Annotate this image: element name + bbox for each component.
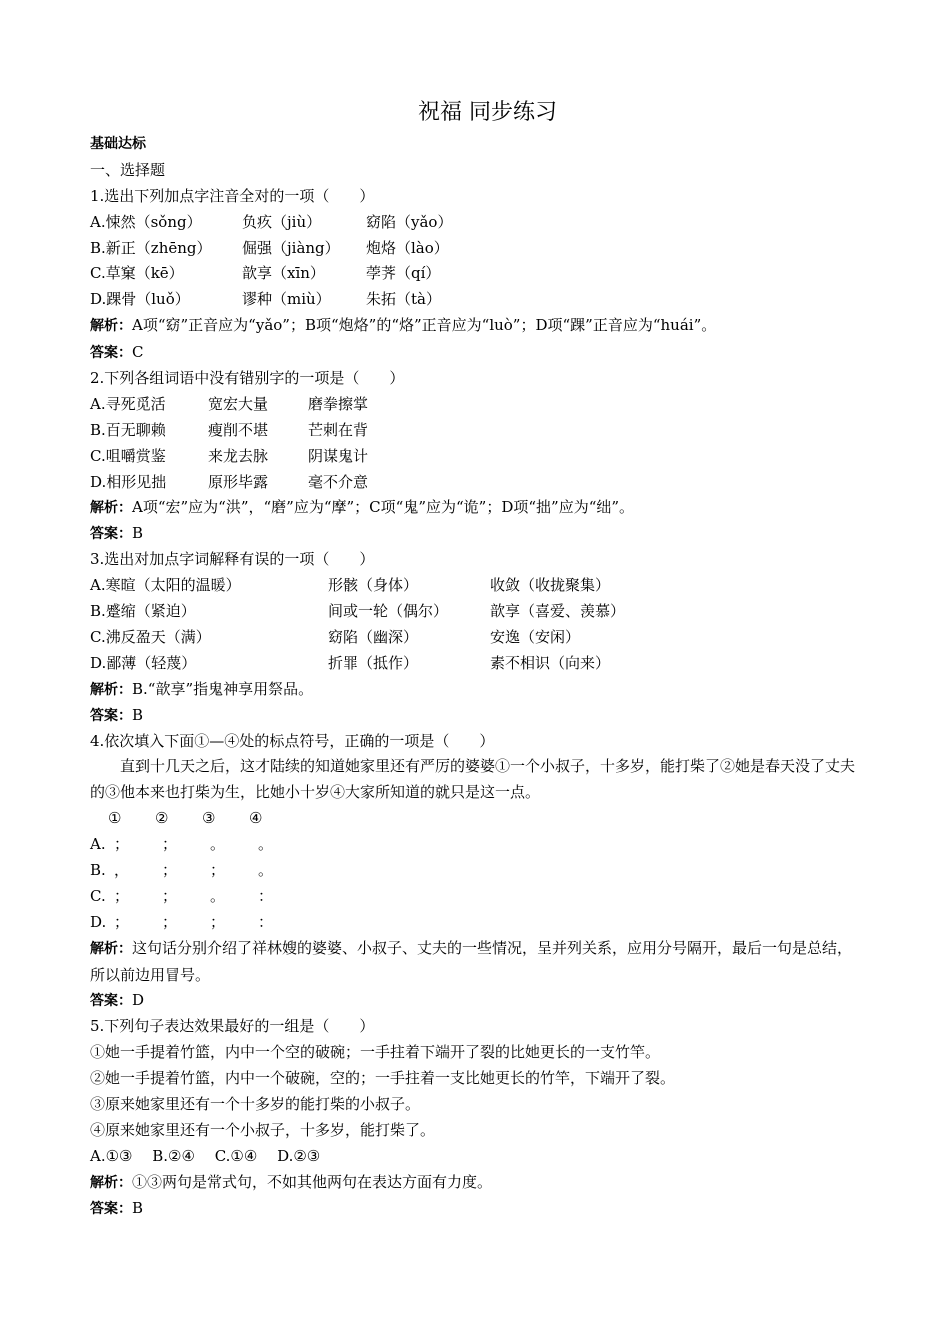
option-row-a [90, 832, 865, 858]
punct-mark: ； [162, 912, 178, 931]
option-row-b [90, 858, 865, 884]
punct-mark: ； [114, 835, 130, 854]
question-3 [90, 547, 865, 728]
option-cell: A.寻死觅活 [90, 394, 166, 413]
analysis [90, 1170, 865, 1196]
option-cell: 谬种（miù） [242, 290, 331, 309]
option-cell: 负疚（jiù） [242, 212, 322, 231]
option-cell: 窈陷（幽深） [328, 627, 419, 646]
sentence: ③原来她家里还有一个十多岁的能打柴的小叔子。 [90, 1095, 421, 1114]
answer-label: 答案： [90, 707, 132, 724]
analysis [90, 495, 865, 521]
sentence: ④原来她家里还有一个小叔子，十多岁，能打柴了。 [90, 1120, 436, 1139]
option-cell: 形骸（身体） [328, 576, 419, 595]
part-heading: 一、选择题 [90, 160, 166, 179]
option-label: D. [90, 912, 107, 931]
blank-number: ③ [202, 809, 216, 828]
option-cell: B.百无聊赖 [90, 420, 166, 439]
punct-mark: ； [210, 912, 226, 931]
answer-value: B [132, 524, 144, 543]
option-cell: 芒刺在背 [308, 420, 369, 439]
passage: 直到十几天之后，这才陆续的知道她家里还有严厉的婆婆①一个小叔子，十多岁，能打柴了②她是春天没了丈夫的③他本来也打柴为生，比她小十岁④大家所知道的就只是这一点。 [90, 757, 856, 802]
question-stem: 1.选出下列加点字注音全对的一项（ ） [90, 186, 375, 205]
answer [90, 988, 865, 1014]
option-cell: A.悚然（sǒng） [90, 212, 202, 231]
option-cell: A.寒暄（太阳的温暖） [90, 576, 241, 595]
analysis-text: 这句话分别介绍了祥林嫂的婆婆、小叔子、丈夫的一些情况，呈并列关系，应用分号隔开，最后一句是总结，所以前边用冒号。 [90, 938, 853, 984]
question-5 [90, 1014, 865, 1221]
punct-mark: 。 [210, 886, 226, 905]
answer-label: 答案： [90, 526, 132, 543]
analysis [90, 936, 865, 989]
choice-row: A.①③ B.②④ C.①④ D.②③ [90, 1146, 321, 1165]
option-cell: D.踝骨（luǒ） [90, 290, 190, 309]
section-heading: 基础达标 [90, 136, 146, 152]
analysis-label: 解析： [90, 1174, 132, 1191]
punct-mark: ； [114, 886, 130, 905]
answer [90, 1196, 865, 1222]
question-stem: 2.下列各组词语中没有错别字的一项是（ ） [90, 369, 405, 388]
option-cell: B.蹙缩（紧迫） [90, 602, 196, 621]
analysis-label: 解析： [90, 318, 132, 335]
option-row-a [90, 573, 865, 599]
answer-label: 答案： [90, 1200, 132, 1217]
option-cell: 原形毕露 [208, 472, 269, 491]
option-cell: 阴谋鬼计 [308, 446, 369, 465]
punct-mark: ： [258, 886, 274, 905]
answer-value: D [132, 991, 145, 1010]
punct-mark: ； [162, 835, 178, 854]
option-cell: 荸荠（qí） [366, 264, 441, 283]
option-cell: 倔强（jiàng） [242, 238, 340, 257]
option-cell: 歆享（xīn） [242, 264, 325, 283]
worksheet-page [90, 96, 865, 1221]
blank-number: ① [108, 809, 122, 828]
answer-value: B [132, 1198, 144, 1217]
option-cell: C.沸反盈天（满） [90, 627, 211, 646]
blank-number: ② [155, 809, 169, 828]
option-row-d [90, 910, 865, 936]
option-row-b [90, 599, 865, 625]
analysis [90, 677, 865, 703]
punct-mark: ： [258, 912, 274, 931]
answer-value: B [132, 705, 144, 724]
option-cell: D.相形见拙 [90, 472, 167, 491]
answer [90, 340, 865, 366]
option-label: C. [90, 886, 106, 905]
punct-mark: ； [162, 886, 178, 905]
answer [90, 521, 865, 547]
punct-mark: ； [162, 860, 178, 879]
analysis-label: 解析： [90, 681, 132, 698]
option-row-d [90, 651, 865, 677]
option-row-d [90, 470, 865, 496]
answer [90, 703, 865, 729]
option-cell: 窈陷（yǎo） [366, 212, 453, 231]
option-cell: C.咀嚼赏鉴 [90, 446, 166, 465]
option-cell: 宽宏大量 [208, 394, 269, 413]
option-cell: 收敛（收拢聚集） [490, 576, 611, 595]
analysis-text: ①③两句是常式句，不如其他两句在表达方面有力度。 [132, 1172, 493, 1191]
question-stem: 3.选出对加点字词解释有误的一项（ ） [90, 550, 375, 569]
option-cell: C.草窠（kē） [90, 264, 184, 283]
option-row-a [90, 392, 865, 418]
option-cell: 瘦削不堪 [208, 420, 269, 439]
option-label: B. [90, 860, 106, 879]
option-cell: 炮烙（lào） [366, 238, 449, 257]
question-stem: 4.依次填入下面①—④处的标点符号，正确的一项是（ ） [90, 731, 495, 750]
page-title: 祝福 同步练习 [418, 100, 557, 125]
answer-label: 答案： [90, 345, 132, 362]
option-row-c [90, 884, 865, 910]
blank-number: ④ [249, 809, 263, 828]
option-cell: 毫不介意 [308, 472, 369, 491]
analysis-label: 解析： [90, 940, 132, 957]
option-row-b [90, 236, 865, 262]
punct-mark: ； [114, 912, 130, 931]
analysis [90, 313, 865, 340]
option-label: A. [90, 835, 106, 854]
option-cell: 素不相识（向来） [490, 653, 611, 672]
option-row-c [90, 625, 865, 651]
analysis-text: B.“歆享”指鬼神享用祭品。 [132, 679, 314, 698]
option-cell: D.鄙薄（轻蔑） [90, 653, 197, 672]
option-cell: 安逸（安闲） [490, 627, 581, 646]
answer-value: C [132, 343, 144, 362]
analysis-text: A项“窈”正音应为“yǎo”；B项“炮烙”的“烙”正音应为“luò”；D项“踝”正音应为“huái”。 [132, 316, 717, 335]
option-cell: 朱拓（tà） [366, 290, 441, 309]
option-cell: 歆享（喜爱、羡慕） [490, 602, 626, 621]
analysis-text: A项“宏”应为“洪”，“磨”应为“摩”；C项“鬼”应为“诡”；D项“拙”应为“绌”。 [132, 498, 635, 517]
option-cell: B.新正（zhēng） [90, 238, 212, 257]
option-row-d [90, 287, 865, 313]
question-4 [90, 729, 865, 1015]
blank-numbers [90, 806, 865, 832]
sentence: ②她一手提着竹篮，内中一个破碗，空的；一手拄着一支比她更长的竹竿，下端开了裂。 [90, 1069, 676, 1088]
question-stem: 5.下列句子表达效果最好的一组是（ ） [90, 1017, 375, 1036]
question-2 [90, 366, 865, 547]
option-row-c [90, 261, 865, 287]
answer-label: 答案： [90, 993, 132, 1010]
option-row-b [90, 418, 865, 444]
option-cell: 间或一轮（偶尔） [328, 602, 449, 621]
option-cell: 磨拳擦掌 [308, 394, 369, 413]
option-row-c [90, 444, 865, 470]
sentence: ①她一手提着竹篮，内中一个空的破碗；一手拄着下端开了裂的比她更长的一支竹竿。 [90, 1043, 661, 1062]
punct-mark: ， [114, 860, 130, 879]
option-cell: 折罪（抵作） [328, 653, 419, 672]
option-cell: 来龙去脉 [208, 446, 269, 465]
analysis-label: 解析： [90, 500, 132, 517]
punct-mark: 。 [258, 860, 274, 879]
option-row-a [90, 210, 865, 236]
question-1 [90, 184, 865, 366]
punct-mark: ； [210, 860, 226, 879]
punct-mark: 。 [258, 835, 274, 854]
punct-mark: 。 [210, 835, 226, 854]
